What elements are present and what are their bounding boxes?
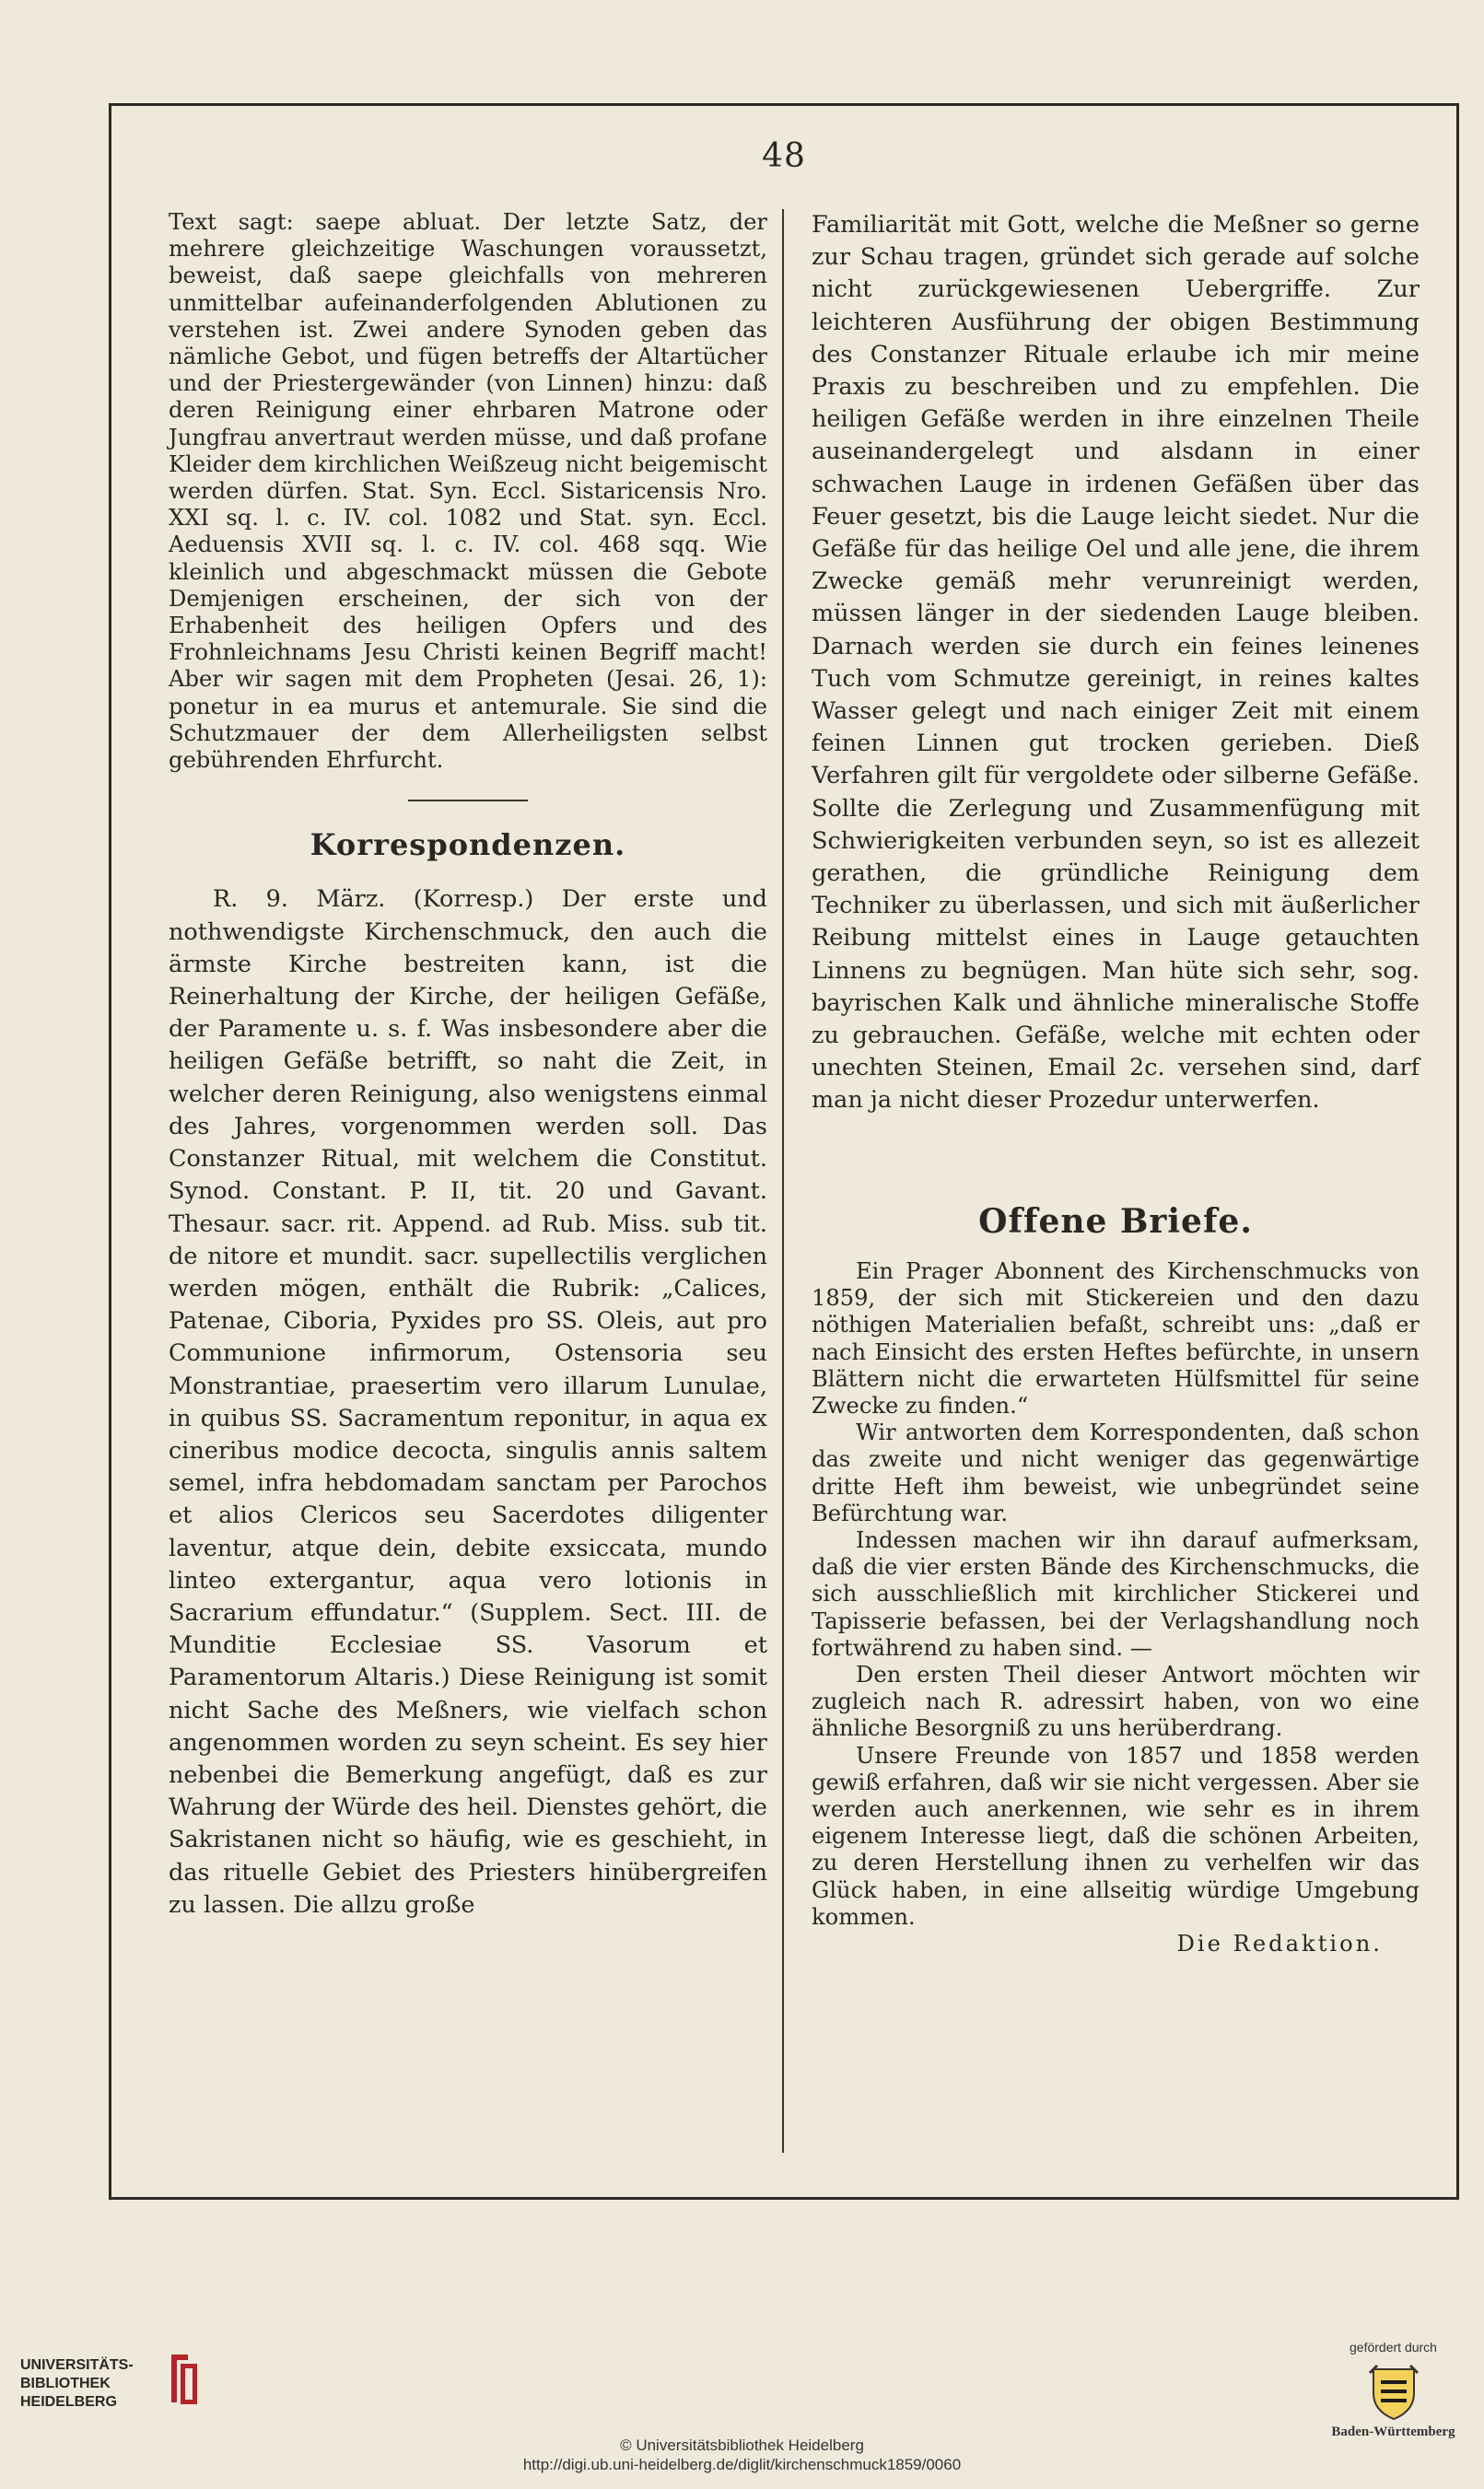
source-url-link[interactable]: http://digi.ub.uni-heidelberg.de/diglit/kirchenschmuck1859/0060: [522, 2456, 962, 2473]
right-paragraph-5: Den ersten Theil dieser Antwort möchten wir zugleich nach R. adressirt haben, von wo eine ähnliche Besorgniß zu uns herüberdrang.: [812, 1661, 1420, 1742]
right-paragraph-4: Indessen machen wir ihn darauf aufmerksam, daß die vier ersten Bände des Kirchenschmucks, die sich ausschließlich mit kirchlicher Stickerei und Tapisserie befassen, bei der Verlagshandlung noch fortwährend zu haben sind. —: [812, 1526, 1420, 1661]
left-paragraph-2: R. 9. März. (Korresp.) Der erste und nothwendigste Kirchenschmuck, den auch die ärmste Kirche bestreiten kann, ist die Reinerhaltung der Kirche, der heiligen Gefäße, der Paramente u. s. f. Was insbesondere aber die heiligen Gefäße betrifft, so naht die Zeit, in welcher deren Reinigung, also wenigstens einmal des Jahres, vorgenommen werden soll. Das Constanzer Ritual, mit welchem die Constitut. Synod. Constant. P. II, tit. 20 und Gavant. Thesaur. sacr. rit. Append. ad Rub. Miss. sub tit. de nitore et mundit. sacr. supellectilis verglichen werden mögen, enthält die Rubrik: „Calices, Patenae, Ciboria, Pyxides pro SS. Oleis, aut pro Communione infirmorum, Ostensoria seu Monstrantiae, praesertim vero illarum Lunulae, in quibus SS. Sacramentum reponitur, in aqua ex cineribus modice decocta, singulis annis saltem semel, infra hebdomadam sanctam per Parochos et alios Clericos seu Sacerdotes diligenter laventur, atque dein, debite exsiccata, mundo linteo extergantur, aqua vero lotionis in Sacrarium effundatur.“ (Supplem. Sect. III. de Munditie Ecclesiae SS. Vasorum et Paramentorum Altaris.) Diese Reinigung ist somit nicht Sache des Meßners, wie vielfach schon angenommen worden zu seyn scheint. Es sey hier nebenbei die Bemerkung angefügt, daß es zur Wahrung der Würde des heil. Dienstes gehört, die Sakristanen nicht so häufig, wie es geschieht, in das rituelle Gebiet des Priesters hinübergreifen zu lassen. Die allzu große: [169, 885, 767, 1919]
library-line-1: UNIVERSITÄTS-: [20, 2357, 134, 2373]
section-title-offene-briefe: Offene Briefe.: [978, 1201, 1253, 1241]
left-paragraph-1: Text sagt: saepe abluat. Der letzte Satz, der mehrere gleichzeitige Waschungen voraussetzt, beweist, daß saepe gleichfalls von mehreren unmittelbar aufeinanderfolgenden Ablutionen zu verstehen ist. Zwei andere Synoden geben das nämliche Gebot, und fügen betreffs der Altartücher und der Priestergewänder (von Linnen) hinzu: daß deren Reinigung einer ehrbaren Matrone oder Jungfrau anvertraut werden müsse, und daß profane Kleider dem kirchlichen Weißzeug nicht beigemischt werden dürfen. Stat. Syn. Eccl. Sistaricensis Nro. XXI sq. l. c. IV. col. 1082 und Stat. syn. Eccl. Aeduensis XVII sq. l. c. IV. col. 468 sqq. Wie kleinlich und abgeschmackt müssen die Gebote Demjenigen erscheinen, der sich von der Erhabenheit des heiligen Opfers und des Frohnleichnams Jesu Christi keinen Begriff macht! Aber wir sagen mit dem Propheten (Jesai. 26, 1): ponetur in ea murus et antemurale. Sie sind die Schutzmauer der dem Allerheiligsten selbst gebührenden Ehrfurcht.: [169, 209, 767, 774]
column-divider: [782, 209, 784, 2153]
right-paragraph-6: Unsere Freunde von 1857 und 1858 werden gewiß erfahren, daß wir sie nicht vergessen. Aber sie werden auch anerkennen, wie sehr es in ihrem eigenem Interesse liegt, daß die schönen Arbeiten, zu deren Herstellung ihnen zu verhelfen wir das Glück haben, in eine allseitig würdige Umgebung kommen.: [812, 1742, 1420, 1930]
state-name: Baden-Württemberg: [1331, 2425, 1455, 2439]
left-column: [169, 209, 767, 1922]
page-frame: [109, 103, 1459, 2200]
library-line-2: BIBLIOTHEK: [20, 2376, 111, 2391]
coat-of-arms-icon: [1368, 2362, 1420, 2421]
funded-by-text: gefördert durch: [1350, 2340, 1437, 2355]
section-spacer: [812, 1117, 1420, 1206]
signature: Die Redaktion.: [1176, 1930, 1383, 1957]
library-logo-icon: [168, 2351, 201, 2412]
page-number: 48: [762, 137, 806, 175]
right-paragraph-3: Wir antworten dem Korrespondenten, daß schon das zweite und nicht weniger das gegenwärtige dritte Heft ihm beweist, wie unbegründet seine Befürchtung war.: [812, 1420, 1420, 1526]
library-line-3: HEIDELBERG: [20, 2394, 117, 2410]
section-divider-rule: [408, 800, 528, 801]
right-column: [812, 209, 1420, 1957]
right-paragraph-1: Familiarität mit Gott, welche die Meßner so gerne zur Schau tragen, gründet sich gerade auf solche nicht zurückgewiesenen Uebergriffe. Zur leichteren Ausführung der obigen Bestimmung des Constanzer Rituale erlaube ich mir meine Praxis zu beschreiben und zu empfehlen. Die heiligen Gefäße werden in ihre einzelnen Theile auseinandergelegt und alsdann in einer schwachen Lauge in irdenen Gefäßen über das Feuer gesetzt, bis die Lauge leicht siedet. Nur die Gefäße für das heilige Oel und alle jene, die ihrem Zwecke gemäß mehr verunreinigt werden, müssen länger in der siedenden Lauge bleiben. Darnach werden sie durch ein feines leinenes Tuch vom Schmutze gereinigt, in reines kaltes Wasser gelegt und nach einiger Zeit mit einem feinen Linnen gut trocken gerieben. Dieß Verfahren gilt für vergoldete oder silberne Gefäße. Sollte die Zerlegung und Zusammenfügung mit Schwierigkeiten verbunden seyn, so ist es allezeit gerathen, die gründliche Reinigung dem Techniker zu überlassen, und sich mit äußerlicher Reibung mittelst eines in Lauge getauchten Linnens zu begnügen. Man hüte sich sehr, sog. bayrischen Kalk und ähnliche mineralische Stoffe zu gebrauchen. Gefäße, welche mit echten oder unechten Steinen, Email 2c. versehen sind, darf man ja nicht dieser Prozedur unterwerfen.: [812, 211, 1420, 1115]
funding-badge: [1313, 2340, 1474, 2440]
copyright-text: © Universitätsbibliothek Heidelberg: [620, 2436, 864, 2454]
section-title-korrespondenzen: Korrespondenzen.: [310, 827, 626, 863]
footer-credits: [0, 2436, 1484, 2474]
right-paragraph-2: Ein Prager Abonnent des Kirchenschmucks von 1859, der sich mit Stickereien und den dazu nöthigen Materialien befaßt, schreibt uns: „daß er nach Einsicht des ersten Heftes befürchte, in unsern Blättern nicht die erwarteten Hülfsmittel für seine Zwecke zu finden.“: [812, 1257, 1420, 1419]
